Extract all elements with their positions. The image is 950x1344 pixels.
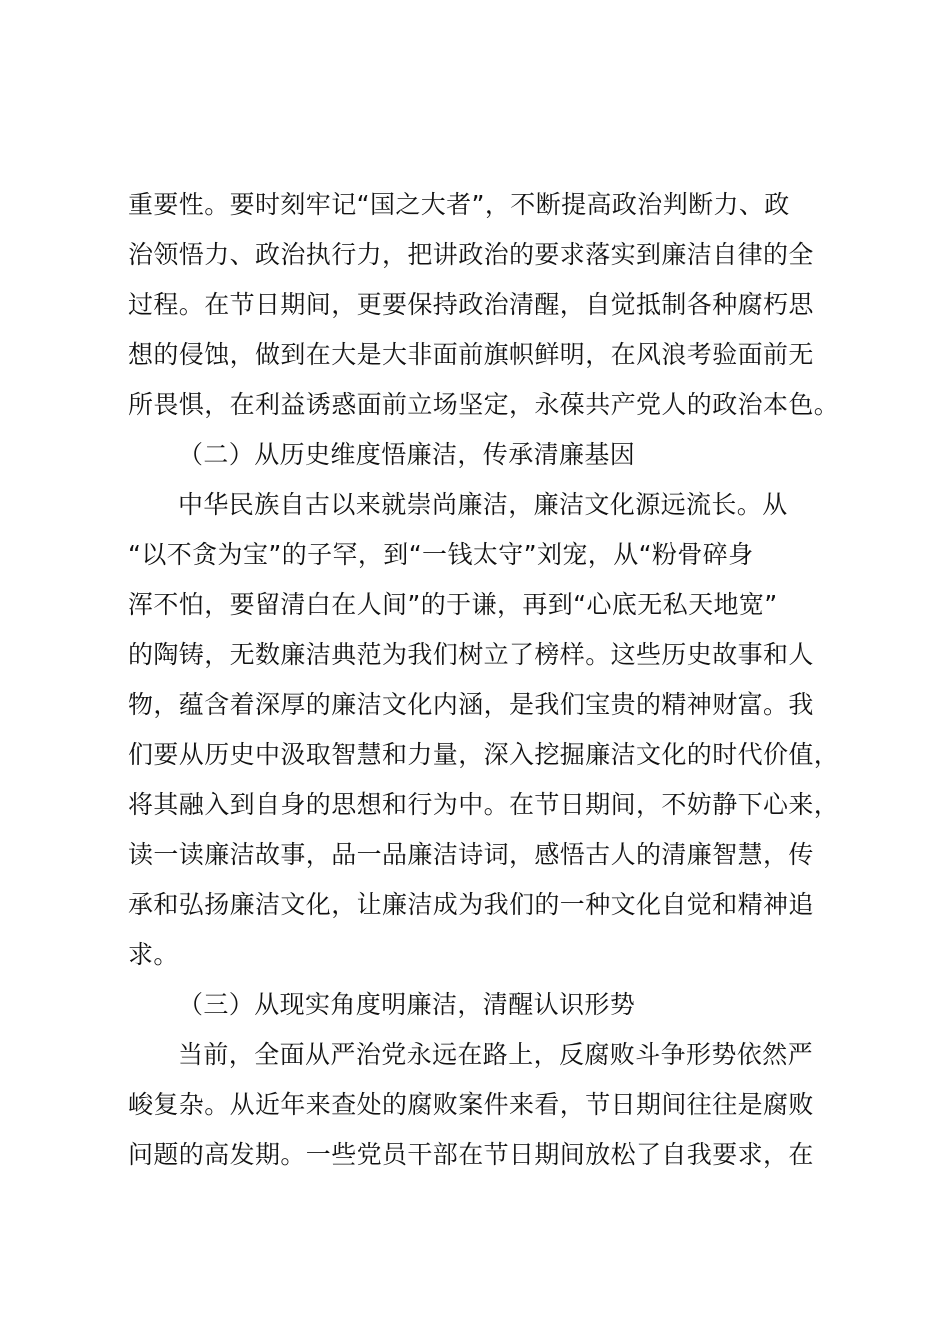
text-line: 治领悟力、政治执行力，把讲政治的要求落实到廉洁自律的全 xyxy=(128,240,814,269)
text-line: 中华民族自古以来就崇尚廉洁，廉洁文化源远流长。从 xyxy=(178,490,788,519)
text-line: 将其融入到自身的思想和行为中。在节日期间，不妨静下心来， xyxy=(128,790,840,819)
text-line: 峻复杂。从近年来查处的腐败案件来看，节日期间往往是腐败 xyxy=(128,1090,814,1119)
text-line: 想的侵蚀，做到在大是大非面前旗帜鲜明，在风浪考验面前无 xyxy=(128,340,814,369)
text-line: 物，蕴含着深厚的廉洁文化内涵，是我们宝贵的精神财富。我 xyxy=(128,690,814,719)
text-line: 们要从历史中汲取智慧和力量，深入挖掘廉洁文化的时代价值， xyxy=(128,740,840,769)
text-line: “以不贪为宝”的子罕，到“一钱太守”刘宠，从“粉骨碎身 xyxy=(128,540,754,569)
text-line: 过程。在节日期间，更要保持政治清醒，自觉抵制各种腐朽思 xyxy=(128,290,814,319)
text-line: 问题的高发期。一些党员干部在节日期间放松了自我要求，在 xyxy=(128,1140,814,1169)
text-line: 承和弘扬廉洁文化，让廉洁成为我们的一种文化自觉和精神追 xyxy=(128,890,814,919)
text-line: 浑不怕，要留清白在人间”的于谦，再到“心底无私天地宽” xyxy=(128,590,778,619)
text-line: 所畏惧，在利益诱惑面前立场坚定，永葆共产党人的政治本色。 xyxy=(128,390,840,419)
text-line: 当前，全面从严治党永远在路上，反腐败斗争形势依然严 xyxy=(178,1040,814,1069)
text-line: 重要性。要时刻牢记“国之大者”，不断提高政治判断力、政 xyxy=(128,190,790,219)
text-line: 读一读廉洁故事，品一品廉洁诗词，感悟古人的清廉智慧，传 xyxy=(128,840,814,869)
text-line: 求。 xyxy=(128,940,179,969)
section-heading: （三）从现实角度明廉洁，清醒认识形势 xyxy=(178,990,636,1019)
section-heading: （二）从历史维度悟廉洁，传承清廉基因 xyxy=(178,440,636,469)
text-line: 的陶铸，无数廉洁典范为我们树立了榜样。这些历史故事和人 xyxy=(128,640,814,669)
